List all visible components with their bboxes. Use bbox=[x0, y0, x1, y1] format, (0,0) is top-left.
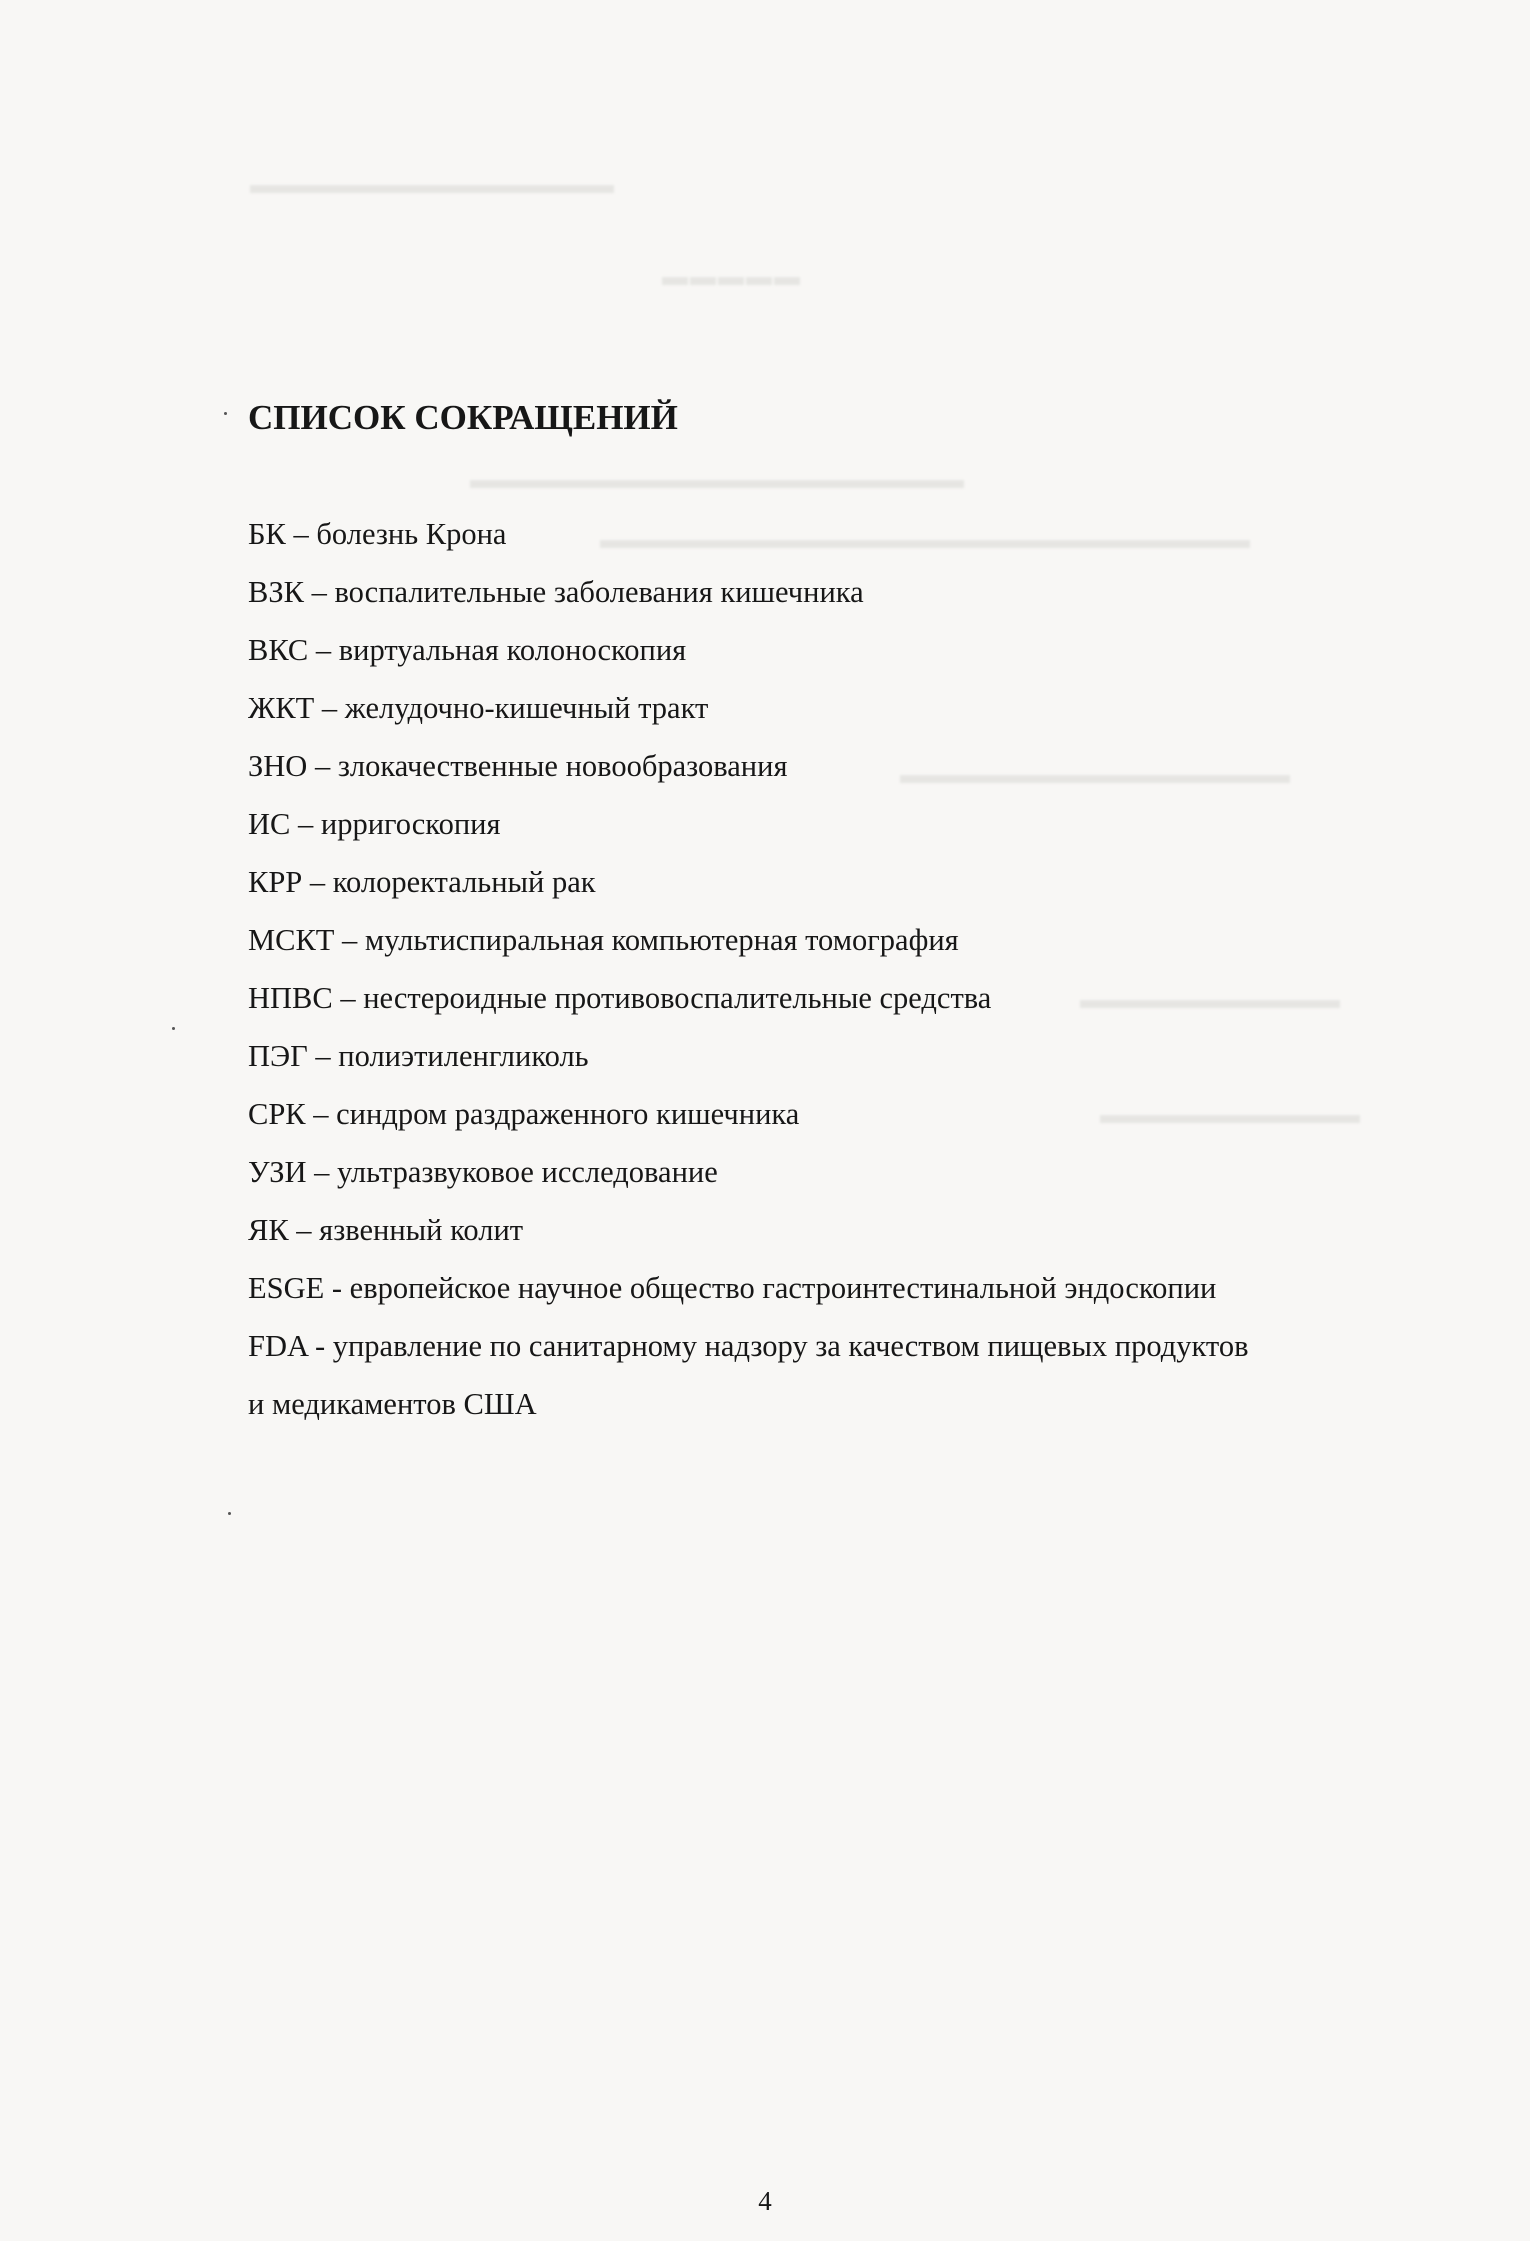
list-item: ВЗК – воспалительные заболевания кишечника bbox=[248, 575, 864, 609]
list-item: ЗНО – злокачественные новообразования bbox=[248, 749, 788, 783]
list-item: ВКС – виртуальная колоноскопия bbox=[248, 633, 687, 667]
show-through-text: ▬▬▬▬▬▬▬▬▬▬ bbox=[1080, 985, 1340, 1014]
list-item: ИС – ирригоскопия bbox=[248, 807, 501, 841]
list-item: КРР – колоректальный рак bbox=[248, 865, 596, 899]
list-item: ЯК – язвенный колит bbox=[248, 1213, 524, 1247]
show-through-text: ▬▬▬▬▬▬▬▬▬▬▬▬▬▬▬▬▬▬▬ bbox=[470, 465, 964, 494]
show-through-text: ▬▬▬▬▬▬▬▬▬▬▬▬▬▬▬ bbox=[900, 760, 1290, 789]
list-item: УЗИ – ультразвуковое исследование bbox=[248, 1155, 718, 1189]
list-item: МСКТ – мультиспиральная компьютерная томография bbox=[248, 923, 959, 957]
page-title: СПИСОК СОКРАЩЕНИЙ bbox=[248, 398, 678, 437]
list-item: FDA - управление по санитарному надзору за качеством пищевых продуктов bbox=[248, 1329, 1249, 1363]
list-item: НПВС – нестероидные противовоспалительные средства bbox=[248, 981, 992, 1015]
list-item: ЖКТ – желудочно-кишечный тракт bbox=[248, 691, 709, 725]
scan-speck bbox=[224, 412, 227, 415]
scan-speck bbox=[228, 1512, 231, 1515]
show-through-text: ▬▬▬▬▬▬▬▬▬▬▬▬▬▬ bbox=[250, 170, 614, 199]
page-number: 4 bbox=[758, 2186, 772, 2216]
scan-speck bbox=[172, 1027, 175, 1030]
list-item: БК – болезнь Крона bbox=[248, 517, 507, 551]
list-item: ESGE - европейское научное общество гастроинтестинальной эндоскопии bbox=[248, 1271, 1217, 1305]
list-item: ПЭГ – полиэтиленгликоль bbox=[248, 1039, 589, 1073]
show-through-text: ▬▬▬▬▬▬▬▬▬▬▬▬▬▬▬▬▬▬▬▬▬▬▬▬▬ bbox=[600, 525, 1250, 554]
list-item: СРК – синдром раздраженного кишечника bbox=[248, 1097, 800, 1131]
show-through-text: ▬▬▬▬▬▬▬▬▬▬ bbox=[1100, 1100, 1360, 1129]
abbreviation-list bbox=[248, 512, 1249, 1440]
list-item: и медикаментов США bbox=[248, 1387, 537, 1421]
show-through-text: ▬▬▬▬▬ bbox=[660, 262, 800, 291]
